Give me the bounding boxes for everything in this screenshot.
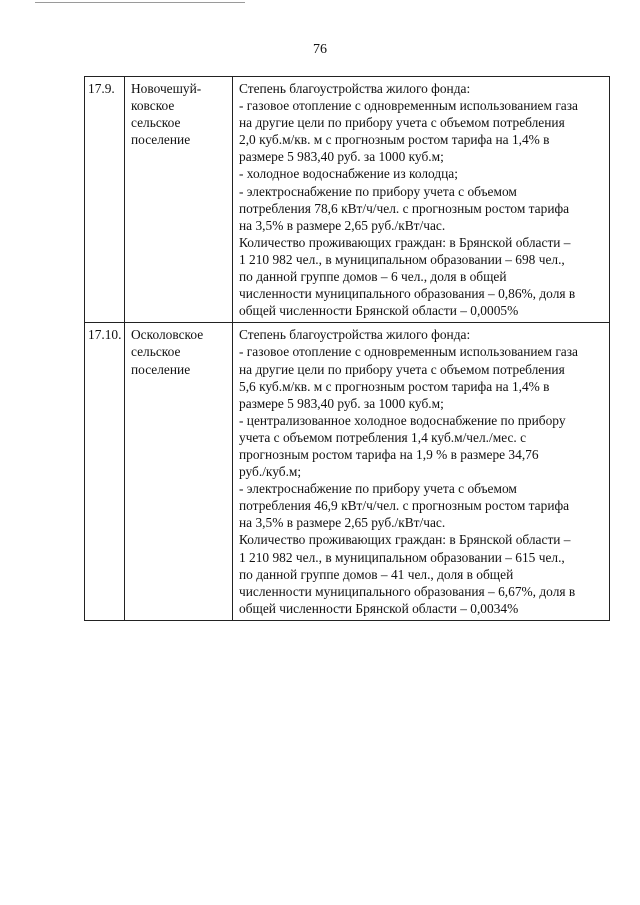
table-row — [85, 323, 610, 621]
text-line: размере 5 983,40 руб. за 1000 куб.м; — [239, 149, 444, 165]
text-line: 1 210 982 чел., в муниципальном образовании – 698 чел., — [239, 251, 565, 267]
text-line: руб./куб.м; — [239, 464, 302, 480]
text-line: на 3,5% в размере 2,65 руб./кВт/час. — [239, 515, 446, 531]
text-line: - газовое отопление с одновременным использованием газа — [239, 98, 578, 114]
text-line: - газовое отопление с одновременным использованием газа — [239, 344, 578, 360]
text-line: Новочешуй- — [131, 81, 202, 96]
text-line: прогнозным ростом тарифа на 1,9 % в размере 34,76 — [239, 446, 539, 462]
text-line: - централизованное холодное водоснабжение по прибору — [239, 412, 566, 428]
text-line: ковское — [131, 98, 175, 114]
text-line: поселение — [131, 361, 191, 377]
page-number: 76 — [313, 42, 327, 57]
row-number: 17.9. — [85, 77, 125, 323]
text-line: Осколовское — [131, 327, 204, 343]
settlement-description — [233, 323, 610, 621]
text-line: общей численности Брянской области – 0,0034% — [239, 600, 519, 616]
text-line: - электроснабжение по прибору учета с объемом — [239, 183, 517, 199]
text-line: учета с объемом потребления 1,4 куб.м/чел./мес. с — [239, 429, 527, 445]
settlement-table — [84, 76, 610, 621]
text-line: по данной группе домов – 41 чел., доля в общей — [239, 566, 514, 582]
table-row — [85, 77, 610, 323]
settlement-description — [233, 77, 610, 323]
text-line: 2,0 куб.м/кв. м с прогнозным ростом тарифа на 1,4% в — [239, 132, 550, 148]
text-line: - электроснабжение по прибору учета с объемом — [239, 481, 517, 497]
text-line: по данной группе домов – 6 чел., доля в общей — [239, 269, 507, 285]
text-line: Количество проживающих граждан: в Брянской области – — [239, 532, 571, 548]
text-line: - холодное водоснабжение из колодца; — [239, 166, 458, 182]
row-number: 17.10. — [85, 323, 125, 621]
text-line: 5,6 куб.м/кв. м с прогнозным ростом тарифа на 1,4% в — [239, 378, 550, 394]
text-line: Степень благоустройства жилого фонда: — [239, 327, 471, 343]
settlement-name — [125, 323, 233, 621]
text-line: на другие цели по прибору учета с объемом потребления — [239, 115, 565, 131]
text-line: численности муниципального образования – 6,67%, доля в — [239, 583, 576, 599]
text-line: сельское — [131, 115, 181, 131]
text-line: сельское — [131, 344, 181, 360]
top-rule — [35, 2, 245, 3]
text-line: поселение — [131, 132, 191, 148]
text-line: Количество проживающих граждан: в Брянской области – — [239, 234, 571, 250]
text-line: 1 210 982 чел., в муниципальном образовании – 615 чел., — [239, 549, 565, 565]
text-line: на другие цели по прибору учета с объемом потребления — [239, 361, 565, 377]
text-line: Степень благоустройства жилого фонда: — [239, 81, 471, 96]
text-line: численности муниципального образования – 0,86%, доля в — [239, 286, 576, 302]
text-line: на 3,5% в размере 2,65 руб./кВт/час. — [239, 217, 446, 233]
text-line: потребления 78,6 кВт/ч/чел. с прогнозным ростом тарифа — [239, 200, 570, 216]
text-line: потребления 46,9 кВт/ч/чел. с прогнозным ростом тарифа — [239, 498, 570, 514]
text-line: общей численности Брянской области – 0,0005% — [239, 303, 519, 319]
settlement-name — [125, 77, 233, 323]
text-line: размере 5 983,40 руб. за 1000 куб.м; — [239, 395, 444, 411]
